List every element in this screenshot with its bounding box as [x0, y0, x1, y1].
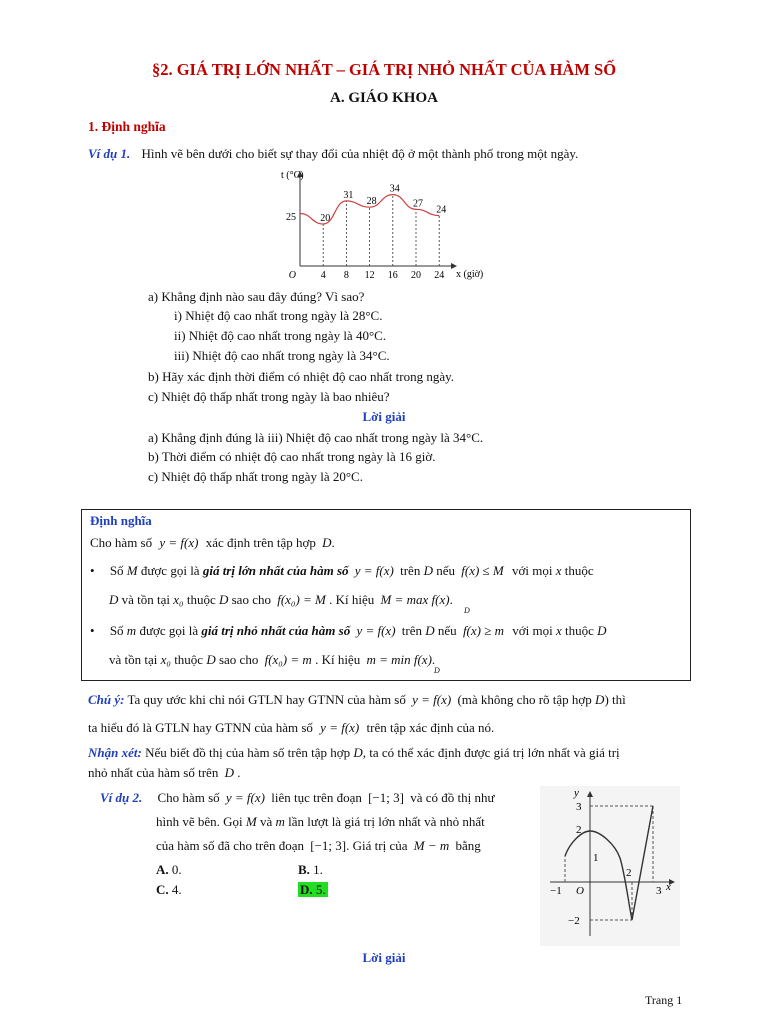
option-a-text: 0.: [171, 862, 182, 877]
graph-tick-x3: 3: [656, 885, 662, 897]
graph-tick-x2: 2: [626, 867, 632, 879]
def-min-term: giá trị nhỏ nhất của hàm số: [201, 623, 351, 638]
def-max-x: x: [555, 563, 562, 578]
graph-y-label: y: [574, 787, 579, 799]
chart-data-label-1: 31: [343, 189, 354, 201]
example2-line2: [156, 814, 485, 830]
def-max-belongs2: thuộc: [186, 592, 216, 607]
chart-x-tick-16: 16: [387, 270, 398, 281]
def-max-forall: với mọi: [512, 563, 553, 578]
ex2-l3-text-a: của hàm số đã cho trên đoạn: [156, 838, 305, 853]
graph-tick-y1: 1: [593, 852, 599, 864]
remark-line1: [88, 745, 620, 761]
bullet-min: •: [90, 623, 95, 638]
def-max-word: Số: [109, 563, 124, 578]
chart-data-label-4: 27: [413, 198, 423, 210]
def-min-exists: và tồn tại: [109, 652, 158, 667]
example1-label: Ví dụ 1.: [88, 146, 131, 161]
example2-solution-title: Lời giải: [362, 950, 406, 965]
ex2-text-c: và có đồ thị như: [410, 790, 495, 805]
function-graph: [540, 786, 680, 946]
solution-c: c) Nhiệt độ thấp nhất trong ngày là 20°C.: [148, 469, 363, 484]
def-min-D2: D: [597, 623, 607, 638]
option-d[interactable]: [298, 882, 328, 898]
chart-data-label-3: 34: [389, 183, 400, 195]
definition-min-line1: [90, 623, 607, 639]
def-min-on: trên: [401, 623, 423, 638]
def-max-cond: f(x) ≤ M: [461, 563, 504, 578]
def-min-m: m: [126, 623, 137, 638]
ex2-fx: y = f(x): [225, 790, 265, 805]
chart-x-tick-12: 12: [364, 270, 375, 281]
note-line1: [88, 692, 626, 708]
option-c-text: 4.: [171, 882, 182, 897]
remark-line2: [88, 765, 240, 781]
graph-tick-ym2: −2: [568, 915, 580, 927]
option-c-key: C.: [156, 882, 169, 897]
note2-fx: y = f(x): [320, 720, 360, 735]
def-max-eq: f(x₀) = M: [277, 592, 326, 607]
def-max-if: nếu: [436, 563, 455, 578]
note-text-a: Ta quy ước khi chỉ nói GTLN hay GTNN của hàm số: [127, 692, 406, 707]
graph-origin: O: [576, 885, 584, 897]
def-min-if: nếu: [437, 623, 457, 638]
chart-data-label-5: 24: [436, 204, 447, 216]
ex2-M: M: [245, 814, 257, 829]
remark2-D: D: [224, 765, 234, 780]
example2-label: Ví dụ 2.: [100, 790, 143, 805]
def-min-dot2: .: [431, 652, 436, 667]
ex2-interval: [−1; 3]: [368, 790, 404, 805]
note-text-b: (mà không cho rõ tập hợp: [457, 692, 592, 707]
bullet-max: •: [90, 563, 95, 578]
chart-origin-label: O: [288, 270, 296, 281]
page-footer: Trang 1: [645, 993, 683, 1007]
def-max-term: giá trị lớn nhất của hàm số: [202, 563, 349, 578]
def-min-notation: m = min f(x): [366, 652, 432, 667]
chart-x-tick-4: 4: [320, 270, 326, 281]
remark-text-a: Nếu biết đồ thị của hàm số trên tập hợp: [145, 745, 351, 760]
def-min-D: D: [425, 623, 435, 638]
def-max-D: D: [423, 563, 433, 578]
option-c[interactable]: [156, 882, 182, 898]
question-c: c) Nhiệt độ thấp nhất trong ngày là bao nhiêu?: [148, 389, 390, 404]
def-min-called: được gọi là: [139, 623, 199, 638]
def-max-D2: D: [109, 592, 119, 607]
definition-max-line2: [109, 592, 453, 608]
example1-solution-title: Lời giải: [362, 409, 406, 424]
ex2-text-a: Cho hàm số: [157, 790, 220, 805]
definition-max-line1: [90, 563, 594, 579]
def-max-notation-word: Kí hiệu: [335, 592, 375, 607]
ex2-text-b: liên tục trên đoạn: [271, 790, 362, 805]
example1-text: Hình vẽ bên dưới cho biết sự thay đổi của nhiệt độ ở một thành phố trong một ngày.: [141, 146, 579, 161]
ex2-m: m: [275, 814, 285, 829]
def-max-D3: D: [218, 592, 229, 607]
option-b[interactable]: [298, 862, 323, 878]
def-min-belongs2: thuộc: [174, 652, 204, 667]
example2-line3: [156, 838, 481, 854]
ex2-and: và: [260, 814, 273, 829]
question-a-i: i) Nhiệt độ cao nhất trong ngày là 28°C.: [174, 308, 383, 323]
option-a-key: A.: [156, 862, 169, 877]
def-min-dot: .: [315, 652, 319, 667]
def-intro-text-b: xác định trên tập hợp: [205, 535, 316, 550]
ex2-l2-text-b: lần lượt là giá trị lớn nhất và nhỏ nhất: [288, 814, 485, 829]
note-label: Chú ý:: [88, 692, 125, 707]
graph-x-label: x: [666, 881, 671, 893]
def-min-cond: f(x) ≥ m: [462, 623, 505, 638]
definition-intro: [90, 535, 335, 551]
def-max-belongs: thuộc: [564, 563, 594, 578]
def-max-dot2: .: [449, 592, 453, 607]
note2-text-b: trên tập xác định của nó.: [366, 720, 495, 735]
chart-start-value-label: 25: [286, 212, 296, 223]
question-a-iii: iii) Nhiệt độ cao nhất trong ngày là 34°C.: [174, 348, 390, 363]
option-b-text: 1.: [313, 862, 323, 877]
option-d-text: 5.: [315, 882, 326, 897]
def-min-word: Số: [109, 623, 124, 638]
temperature-chart: [278, 160, 508, 285]
chart-x-tick-24: 24: [434, 270, 445, 281]
option-b-key: B.: [298, 862, 310, 877]
graph-tick-y3: 3: [576, 801, 582, 813]
note2-text-a: ta hiểu đó là GTLN hay GTNN của hàm số: [88, 720, 313, 735]
ex2-l3-text-b: . Giá trị của: [346, 838, 408, 853]
note-text-c: ) thì: [604, 692, 626, 707]
page-title: §2. GIÁ TRỊ LỚN NHẤT – GIÁ TRỊ NHỎ NHẤT CỦA HÀM SỐ: [151, 60, 617, 79]
def-min-suchthat: sao cho: [218, 652, 259, 667]
note-D: D: [595, 692, 605, 707]
graph-tick-y2: 2: [576, 824, 582, 836]
note-line2: [88, 720, 494, 736]
def-max-notation: M = max f(x): [380, 592, 450, 607]
graph-background: [540, 786, 680, 946]
remark-text-b: , ta có thể xác định được giá trị lớn nhất và giá trị: [362, 745, 620, 760]
chart-x-tick-8: 8: [343, 270, 349, 281]
solution-b: b) Thời điểm có nhiệt độ cao nhất trong ngày là 16 giờ.: [148, 449, 436, 464]
solution-a: a) Khẳng định đúng là iii) Nhiệt độ cao nhất trong ngày là 34°C.: [148, 430, 484, 445]
definition-section-heading: 1. Định nghĩa: [88, 119, 166, 134]
def-min-belongs: thuộc: [565, 623, 594, 638]
def-min-eq: f(x₀) = m: [264, 652, 312, 667]
remark-D: D: [353, 745, 363, 760]
remark2-text-a: nhỏ nhất của hàm số trên: [88, 765, 219, 780]
def-min-fx: y = f(x): [356, 623, 396, 638]
ex2-l3-interval: [−1; 3]: [310, 838, 347, 853]
def-min-x0: x₀: [160, 652, 171, 667]
def-min-D3: D: [206, 652, 216, 667]
def-max-x0: x₀: [173, 592, 184, 607]
def-max-subscript-D: D: [464, 606, 470, 615]
def-max-M: M: [126, 563, 138, 578]
chart-x-axis-label: x (giờ): [456, 269, 484, 280]
chart-x-tick-20: 20: [411, 270, 421, 281]
note-fx: y = f(x): [412, 692, 452, 707]
question-a-ii: ii) Nhiệt độ cao nhất trong ngày là 40°C.: [174, 328, 387, 343]
definition-heading: Định nghĩa: [90, 513, 152, 528]
graph-tick-xm1: −1: [550, 885, 562, 897]
def-min-forall: với mọi: [512, 623, 553, 638]
definition-min-line2: [109, 652, 435, 668]
option-d-key: D.: [300, 882, 313, 897]
chart-data-label-2: 28: [366, 196, 377, 208]
ex2-l3-text-c: bằng: [455, 838, 481, 853]
def-intro-fx: y = f(x): [159, 535, 199, 550]
def-max-suchthat: sao cho: [231, 592, 271, 607]
def-min-x: x: [555, 623, 562, 638]
option-d-highlight: [298, 882, 328, 897]
remark2-dot: .: [237, 765, 241, 780]
def-min-subscript-D: D: [434, 666, 440, 675]
def-max-fx: y = f(x): [354, 563, 394, 578]
question-b: b) Hãy xác định thời điểm có nhiệt độ cao nhất trong ngày.: [148, 369, 455, 384]
option-a[interactable]: [156, 862, 182, 878]
ex2-l2-text-a: hình vẽ bên. Gọi: [156, 814, 243, 829]
question-a: a) Khẳng định nào sau đây đúng? Vì sao?: [148, 289, 365, 304]
ex2-diff: M − m: [413, 838, 450, 853]
chart-y-axis-label: t (°C): [281, 170, 304, 181]
def-max-exists: và tồn tại: [121, 592, 171, 607]
section-subtitle: A. GIÁO KHOA: [330, 90, 438, 106]
def-max-on: trên: [400, 563, 421, 578]
def-intro-set: D: [322, 535, 332, 550]
example2-line1: [100, 790, 495, 806]
def-max-dot: .: [329, 592, 333, 607]
remark-label: Nhận xét:: [88, 745, 142, 760]
def-max-called: được gọi là: [140, 563, 200, 578]
def-intro-dot: .: [331, 535, 335, 550]
chart-data-label-0: 20: [320, 213, 331, 224]
def-min-notation-word: Kí hiệu: [321, 652, 361, 667]
def-intro-text-a: Cho hàm số: [90, 535, 153, 550]
